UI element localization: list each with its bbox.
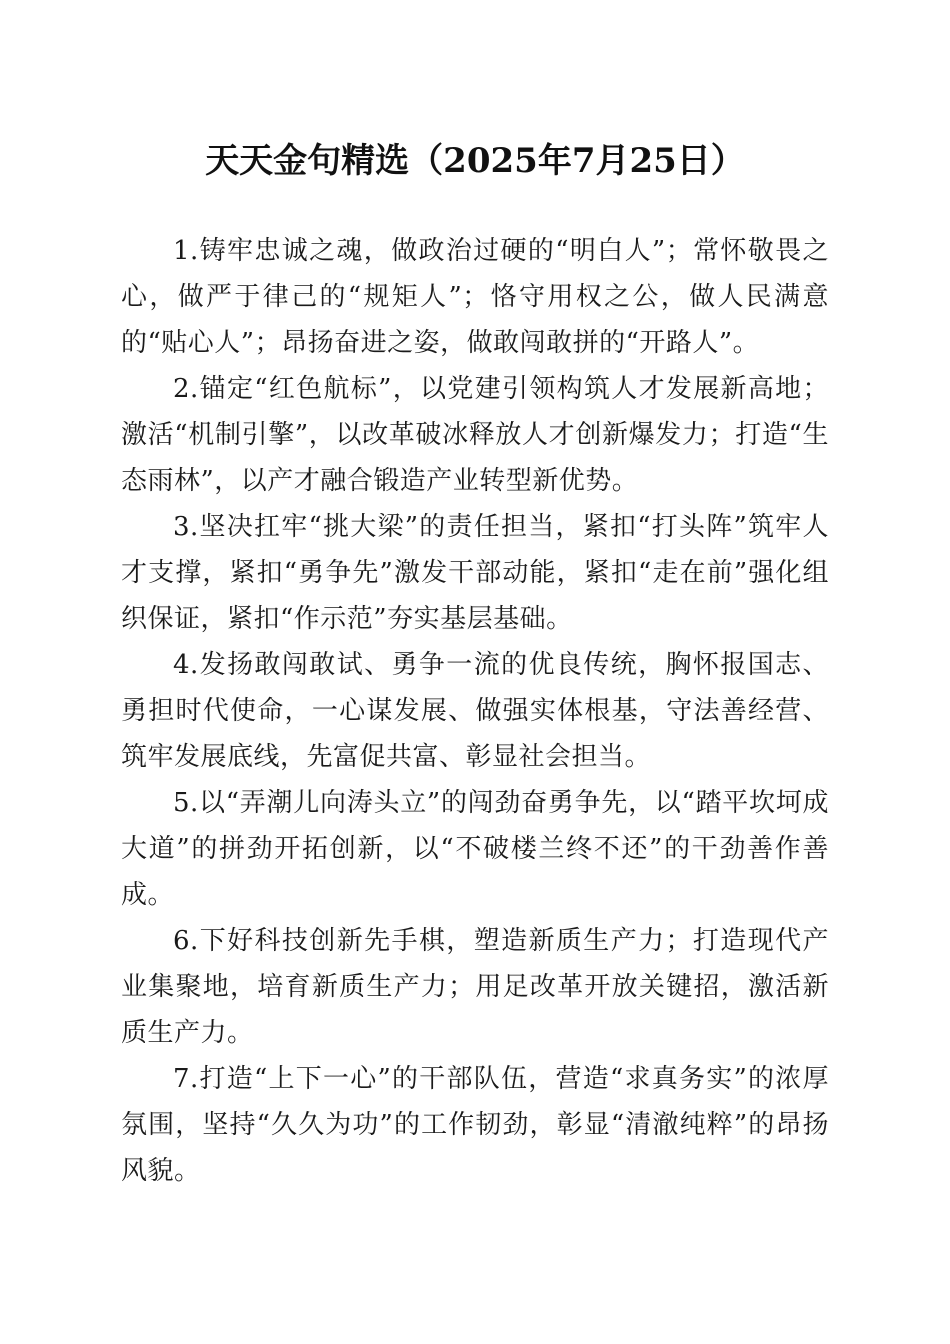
paragraph-3: 3.坚决扛牢“挑大梁”的责任担当，紧扣“打头阵”筑牢人才支撑，紧扣“勇争先”激发干部动能，紧扣“走在前”强化组织保证，紧扣“作示范”夯实基层基础。 <box>121 512 829 634</box>
document-title: 天天金句精选（2025年7月25日） <box>205 141 745 181</box>
paragraph-7: 7.打造“上下一心”的干部队伍，营造“求真务实”的浓厚氛围，坚持“久久为功”的工作韧劲，彰显“清澈纯粹”的昂扬风貌。 <box>121 1064 829 1186</box>
paragraph-6: 6.下好科技创新先手棋，塑造新质生产力；打造现代产业集聚地，培育新质生产力；用足改革开放关键招，激活新质生产力。 <box>121 926 829 1048</box>
document-body <box>121 228 829 1194</box>
paragraph-1: 1.铸牢忠诚之魂，做政治过硬的“明白人”；常怀敬畏之心，做严于律己的“规矩人”；恪守用权之公，做人民满意的“贴心人”；昂扬奋进之姿，做敢闯敢拼的“开路人”。 <box>121 236 829 358</box>
paragraph-2: 2.锚定“红色航标”，以党建引领构筑人才发展新高地；激活“机制引擎”，以改革破冰释放人才创新爆发力；打造“生态雨林”，以产才融合锻造产业转型新优势。 <box>121 374 829 496</box>
paragraph-4: 4.发扬敢闯敢试、勇争一流的优良传统，胸怀报国志、勇担时代使命，一心谋发展、做强实体根基，守法善经营、筑牢发展底线，先富促共富、彰显社会担当。 <box>121 650 829 772</box>
paragraph-5: 5.以“弄潮儿向涛头立”的闯劲奋勇争先，以“踏平坎坷成大道”的拼劲开拓创新，以“不破楼兰终不还”的干劲善作善成。 <box>121 788 829 910</box>
